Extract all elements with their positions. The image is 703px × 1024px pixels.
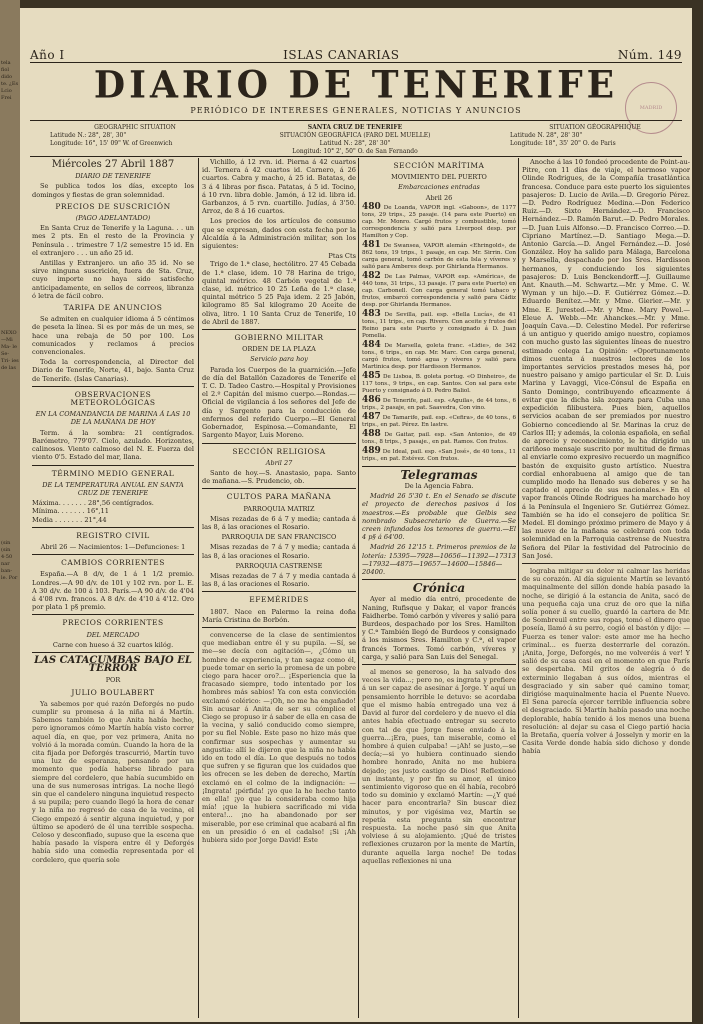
section-rule	[362, 466, 516, 467]
ship-entry: 489 De Ideal, pail. esp. «San José», de 40 tons., 11 trips., en pat. Estévez. Con frutos.	[362, 445, 516, 462]
issue-date: Miércoles 27 Abril 1887	[51, 159, 175, 170]
market-subheading: DEL MERCADO	[86, 630, 140, 639]
grain-header: Ptas Cts	[328, 252, 356, 261]
section-rule	[32, 386, 194, 387]
year-label: Año I	[30, 48, 65, 62]
region-label: ISLAS CANARIAS	[283, 48, 400, 62]
ads-text: Se admiten en cualquier idioma á 5 céntimos de peseta la línea. Si es por más de un mes, se hace una rebaja de 50 por 100. Los comunicados y reclamos á precios convencionales.	[32, 315, 194, 357]
section-rule	[202, 443, 356, 444]
meteo-text: Term. á la sombra: 21 centígrados. Barómetro, 779'07. Cielo, azulado. Horizontes, calinosos. Viento calmoso del N. E. Fuerza del viento 0'5. Estado del mar, llana.	[32, 428, 194, 462]
ship-entry: 482 De Las Palmas, VAPOR esp. «América», de 440 tons, 31 trips., 13 pasaje. (7 para este Puerto) en cap. Carbonell. Con carga general tomó tabaco y frutos, embarcó correspondencia y salió para Cádiz desp. por Ghirlanda Hermanos.	[362, 270, 516, 308]
situation-english-lat: Latitude N.: 28°, 28', 30"	[50, 132, 127, 139]
section-rule	[202, 591, 356, 592]
masthead: DIARIO DE TENERIFE	[93, 62, 619, 108]
situation-spanish-lat: Latitud N.: 28°, 28' 30"	[319, 140, 391, 147]
issue-number: Núm. 149	[617, 48, 682, 62]
parish-name: PARROQUIA DE SAN FRANCISCO	[221, 533, 337, 542]
civil-registry-heading: REGISTRO CIVIL	[76, 530, 150, 540]
feuilleton-text: al menos se generoso, la ha salvado dos veces la vida...; pero no, es ingrata y prefiere á un ser capaz de asesinar á Jorge. Y aquí un pensamiento horrible le detuvo: se acordaba que el mismo había entregado una vez á David al furor del cordelero y de nuevo el día antes había efectuado entregar su secreto con tal de que Jorge fuese enviado á la guerra...¡Era, pues, tan miserable, como el hombre á quien culpaba! —¡Ah! se justo,—se decía;—si yo hubiera continuado siendo hombre honrado, Anita no me hubiera dejado; ¡es justo castigo de Dios! Reflexionó un instante, y por fin su amor, el único sentimiento vigoroso que en él había, recobró todo su dominio y exclamó Martín: —¿Y qué hacer para encontrarla? Sin buscar diez minutos, y por vigésima vez, Martín se repetía esta pregunta sin encontrar respuesta. La noche pasó sin que Anita volviese á su alojamiento. ¡Qué de tristes reflexiones cruzaron por la mente de Martín, durante aquella larga noche! De todas aquellas reflexiones ni una	[362, 668, 516, 865]
ship-entry: 481 De Swansea, VAPOR alemán «Ehringold», de 862 tons, 19 trips., 1 pasaje, en cap. Mr. Sirrin. Con carga general, tomó carbón de esta Isla y víveres y salió para Amberes desp. por Ghirlanda Hermanos.	[362, 239, 516, 270]
binding-edge	[0, 0, 20, 1024]
section-rule	[202, 329, 356, 330]
ship-entry: 486 De Tenerife, pail. esp. «Aguila», de 44 tons., 6 trips., 2 pasaje, en pat. Saavedra, Con vino.	[362, 394, 516, 411]
military-heading: GOBIERNO MILITAR	[234, 333, 324, 343]
ship-entry: 484 De Marsella, goleta franc. «Lidie», de 342 tons., 6 trips., en cap. Mr. Marc. Con carga general, cargó frutos, tomó agua y víveres y salió para Martinica desp. por Hardisson Hermanos.	[362, 339, 516, 370]
religious-date: Abril 27	[265, 458, 293, 467]
parish-text: Misas rezadas de 6 á 7 y media; cantada á las 8, á las oraciones el Rosario.	[202, 514, 356, 531]
section-rule	[32, 465, 194, 466]
binding-text-fragment: NEXO —Mi Ma- le Se- Tri- ies de las	[1, 330, 19, 371]
section-rule	[32, 554, 194, 555]
feuilleton-text: Ya sabemos por qué razón Deforgés no pudo cumplir su promesa á la niña ni á Martín. Sabemos también lo que Anita había hecho, pero ignoramos cómo Martín había visto correr aquel día, en que, por vez primera, Anita no volvió á la morada común. Cuando la hora de la cita fijada por Deforgés trascurrió, Martín tuvo una luz de esperanza, pensando por un momento que podía haberse librado para siempre del cordelero, que había sucumbido en una de sus numerosas intrigas. La noche llegó sin que el candelero ninguna inquietud respecto á su pupila; pero cuando llegó la hora de cenar y la niña no regresó de casa de la vecina, el Ciego empezó á sentir alguna inquietud, y por último se apoderó de él una terrible sospecha. Celoso y desconfiado, supuso que la escena que había pasado la víspera entre él y Deforgés había sido una comedia representada por el cordelero, que quería sole	[32, 699, 194, 864]
telegrams-source: De la Agencia Fabra.	[404, 482, 474, 491]
market-heading: PRECIOS CORRIENTES	[62, 618, 164, 628]
column-3	[362, 158, 516, 1018]
admin-text: Toda la correspondencia, al Director del Diario de Tenerife, Norte, 41, bajo. Santa Cruz de Tenerife. (Islas Canarias).	[32, 358, 194, 383]
situation-french	[510, 124, 680, 148]
temperature-mean: Media . . . . . . . 21°,44	[32, 515, 107, 524]
exchange-heading: CAMBIOS CORRIENTES	[61, 558, 165, 568]
temperature-max: Máxima. . . . . . . 28°,56 centígrados.	[32, 499, 154, 508]
section-rule	[202, 488, 356, 489]
prices-heading: PRECIOS DE SUSCRICIÓN	[55, 201, 171, 211]
ship-list	[362, 201, 516, 463]
ship-entry: 485 De Lisboa, B. goleta portug. «O Dinheiro», de 117 tons., 9 trips., en cap. Santos. Con sal para este Puerto y consignado á D. Pedro Baliol.	[362, 370, 516, 394]
ship-entry: 483 De Sevilla, pail. esp. «Bella Lucía», de 41 tons., 11 trips., en cap. Rivero. Con aceite y frutos del Reino para este Puerto y consignado á D. Juan Pomella.	[362, 308, 516, 339]
masthead-subtitle: PERIÓDICO DE INTERESES GENERALES, NOTICIAS Y ANUNCIOS	[190, 106, 522, 115]
binding-text-fragment: (sin (sin 4·50 nar ban- le. Por	[1, 540, 18, 581]
ship-entry: 488 De Gaitar, pail. esp. «San Antonio», de 49 tons., 8 trips., 5 pasaje., en pat. Ramos. Con frutos.	[362, 428, 516, 445]
chronicle-text: Ayer al medio día entró, procedente de Naning, Rufisque y Dakar, el vapor francés Faidherbe. Tomó carbón y víveres y salió para Burdeos, despachado por los Sres. Hamilton y C.ª También llegó de Burdeos y consignado á los mismos Sres. Hamilton y C.ª, el vapor francés Tormes. Tomó carbón, víveres y carga, y salió para San Luis del Senegal.	[362, 595, 516, 661]
prices-text: En Santa Cruz de Tenerife y la Laguna. . . un mes 2 pts. En el resto de la Provincia y Península . . trimestre 7 1/2 semestre 15 id. En el extranjero . . . un año 25 id.	[32, 224, 194, 257]
meteo-heading: OBSERVACIONES METEOROLÓGICAS	[70, 389, 156, 408]
religious-heading: SECCIÓN RELIGIOSA	[232, 446, 326, 456]
situation-spanish-title: SANTA CRUZ DE TENERIFE	[307, 124, 403, 131]
meteo-subheading: EN LA COMANDANCIA DE MARINA Á LAS 10 DE LA MAÑANA DE HOY	[35, 410, 191, 427]
section-rule	[32, 614, 194, 615]
situation-english-lon: Longitude: 16°, 15' 09" W. of Greenwich	[50, 140, 173, 147]
situation-spanish-lon: Longitud: 10° 2', 50" O. de San Fernando	[292, 148, 418, 155]
columns	[30, 158, 690, 1018]
library-stamp: MADRID	[625, 82, 677, 134]
market-text: Carne con hueso á 32 cuartos kilóg.	[52, 640, 174, 649]
situation-spanish	[240, 124, 470, 156]
top-line	[30, 48, 682, 62]
section-rule	[362, 664, 516, 665]
situation-english-title: GEOGRAPHIC SITUATION	[94, 124, 176, 131]
feuilleton-title: LAS CATACUMBAS BAJO EL TERROR	[34, 654, 192, 675]
section-rule	[32, 652, 194, 653]
telegram-2: Madrid 26 12'15 t. Primeros premios de la lotería: 15395—7928—10656—11392—17313—17932—4875—19657—14600—15846—20400.	[362, 543, 516, 577]
ads-heading: TARIFA DE ANUNCIOS	[63, 303, 163, 313]
feuilleton-text: lograba mitigar su dolor ni calmar las heridas de su corazón. Al día siguiente Martín se levantó maquinalmente del sillón donde había pasado la noche, se dirigió á la estancia de Anita, sacó de una pequeña caja una cruz de oro que la niña solía poner á su cuello, guardó la cartera de Mr. de Sombreuil entre sus ropas, tomó el dinero que poseía, llamó á su perro, cogió el bastón y dijo: —Fuerza es tener valor: este amor me ha hecho criminal... es fuerza desterrarle del corazón. ¡Anita, Jorge, Deforgés, no me volveréis á ver! Y salió de su casa casi en el momento en que París se despertaba. Mil gritos de alegría ó de exterminio llegaban á sus oídos, mientras el desgraciado y sin saber qué camino tomar, dirigióse maquinalmente hacia el Puente Nuevo. El Sena parecía ejercer terrible influencia sobre el desgraciado. Si Martín había pasado una noche deplorable, había tenido á los menos una buena resolución: al dejar su casa el Ciego partió hacia la Bretaña, quería volver á Josselyn y morir en la Casita Verde donde había sido dichoso y donde había	[522, 566, 690, 756]
column-1	[32, 158, 194, 1018]
situation-french-lon: Longitude: 18°, 35' 20" O. de Paris	[510, 140, 616, 147]
ephemerides-heading: EFEMÉRIDES	[249, 595, 309, 605]
section-rule	[202, 627, 356, 628]
news-text: Anoche á las 10 fondeó procedente de Point-au-Pitre, con 11 días de viaje, el hermoso vapor Olinde Rodrigues, de la Compañía trasatlántica francesa. Conduce para este puerto los siguientes pasajeros: D. Lucio de Avila.—D. Gregorio Pérez.—D. Pedro Rodríguez Medina.—Don Federico Ruiz.—D. Sixto Hernández.—D. Francisco Hernández.—D. Ramón Barut.—D. Pedro Morales.—D. Juan Luis Alfonso.—D. Francisco Correo.—D. Cipriano Martínez.—D. Santiago Mega.—D. Antonio García.—D. Angel Fernández.—D. José González. Hoy ha salido para Málaga, Barcelona y Marsella, despachado por los Sres. Hardisson hermanos, y conduciendo los siguientes pasajeros: D. Luis Benckendorff.—J. Guillaume Ant. Knauth.—M. Schwartz.—Mr. y Mme. C. W. Wyman y un hijo.—D. F. Gutiérrez Gómez.—D. Eduardo Benítez.—Mr. y Mme. Gierier.—Mr. y Mme. E. Jurested.—Mr. y Mme. Mary Powel.—Eleue A. Webb.—Mr. Ahanckes.—Mr. y Mme. Joaquín Cava.—D. Celestino Medel. Por referirse á un antiguo y querido amigo nuestro, copiamos con mucho gusto las siguientes líneas de nuestro estimado colega La Opinión: «Oportunamente dimos cuenta á nuestros lectores de los importantes servicios prestados meses há, por nuestro paisano y amigo particular el Sr. D. Luis Marina y Lavaggi, Vice-Cónsul de España en Santo Domingo, contribuyendo eficazmente á evitar que la dicha isla zozpara para Cuba una expedición filibustera. Pues bien, aquellos servicios acaban de ser premiados por nuestro Gobierno concediendo al Sr. Marinas la cruz de Carlos III; y además, la colonia española, en señal de aprecio y reconocimiento, le ha dirigido un cariñoso mensaje suscrito por multitud de firmas al enviarle como expresivo recuerdo un magnífico bastón de exquisito gusto artístico. Nuestra cordial enhorabuena al amigo que de tan cumplido modo ha llenado sus deberes y se ha captado el aprecio de sus nacionales.» En el vapor francés Olinde Rodrigues ha marchado hoy á la Península el Ingeniero Sr. Gutiérrez Gómez. También se ha ido el consejero de política Sr. Medel. El domingo próximo primero de Mayo y á las nueve de la mañana se celebrará con toda solemnidad en la Parroquia castrense de Nuestra Señora del Pilar la festividad del Patrocinio de San José.	[522, 158, 690, 560]
feuilleton-text: convencerse de la clase de sentimientos que mediaban entre él y su pupila. —Sí, se me—se decía con agitación—, ¿Cómo un hombre de experiencia, y tan sagaz como él, puede tomar en serio la promesa de un pobre ciego para hacer oro?... ¡Esperiencia que la fracasado siempre, todo intentado por los hombres más sabios! Ya con esta convicción exclamó colérico: —¡Oh, no me ha engañado! Sin acusar á Anita de ser su cómplice el Ciego se propuso ir á saber de ella en casa de la vecina, y salió conducido como siempre, por su fiel Noble. Este paso no hizo más que confirmar sus sospechas y aumentar su angustia: allí le dijeron que la niña no había ido en todo el día. Lo que después no todos que sufren y se figuran que los cuidados que les ofrecen se les deben de derecho, Martín exclamó en el colmo de la indignación: —¡Ingrata! ¡pérfida! ¡yo que la he hecho tanto en ella! ¡yo que la consideraba como hija mía! ¡que la hubiera sacrificado mi vida entera!... ¡no ha abandonado por ser miserable, por ese criminal que acabará al fin en un presidio ó en el cadalso! ¡Si ¡Ah hubiera sido por Jorge David! Este	[202, 630, 356, 845]
grain-intro: Los precios de los artículos de consumo que se expresan, dados con esta fecha por la Alcaldía á la Administración militar, son los siguientes:	[202, 217, 356, 251]
maritime-subheading-2: Embarcaciones entradas	[398, 183, 480, 192]
feuilleton-by: POR	[105, 676, 121, 685]
military-text: Parada los Cuerpos de la guarnición.—Jefe de día del Batallón Cazadores de Tenerife el T. C. D. Tadeo Castro.—Hospital y Provisiones el 2.º Capitán del mismo cuerpo.—Rondas.—Oficial de vigilancia á los señores del Jefe de día y Sargento para la conducción de enfermos del referido Cuerpo.—El General Gobernador, Espinosa.—Comandante, El Sargento Mayor, Luis Moreno.	[202, 365, 356, 440]
columns-rule	[30, 156, 682, 157]
maritime-subheading: MOVIMIENTO DEL PUERTO	[391, 173, 487, 182]
feuilleton-author: JULIO BOULABERT	[71, 687, 155, 697]
situation-english	[50, 124, 220, 148]
maritime-heading: SECCIÓN MARÍTIMA	[393, 161, 485, 170]
civil-registry-text: Abril 26 — Nacimientos: 1—Defunciones: 1	[40, 542, 186, 551]
cults-heading: CULTOS PARA MAÑANA	[226, 492, 332, 502]
prices-note: Antillas y Extranjero. un año 35 id. No se sirve ninguna suscrición, fuera de Sta. Cruz, cuyo importe no haya sido satisfecho anticipadamente, en sellos de correos, libranza ó letra de fácil cobro.	[32, 259, 194, 300]
religious-text: Santo de hoy.—S. Anastasio, papa. Santo de mañana.—S. Prudencio, ob.	[202, 468, 356, 486]
paper-name: DIARIO DE TENERIFE	[75, 172, 151, 181]
telegram-1: Madrid 26 5'30 t. En el Senado se discute el proyecto de derechos pasivos á los maestros.—Es probable que Gelbis sea nombrado Subsecretario de Guerra.—Se creen infundados los temores de guerra.—El 4 p§ á 64'00.	[362, 492, 516, 542]
section-rule	[32, 527, 194, 528]
publication-note: Se publica todos los días, excepto los domingos y fiestas de gran solemnidad.	[32, 182, 194, 199]
temperature-heading: TÉRMINO MEDIO GENERAL	[51, 468, 175, 478]
chronicle-heading: Crónica	[412, 581, 466, 596]
column-2	[202, 158, 356, 1018]
ship-entry: 487 De Tamarife, pail. esp. «Cefira», de 40 tons., 6 trips., en pat. Pérez. En lastre.	[362, 411, 516, 428]
meat-prices: Vichillo, á 12 rvn. id. Pierna á 42 cuartos id. Ternera á 42 cuartos id. Carnero, á 26 cuartos. Cabra y macho, á 25 id. Batatas, de 3 á 4 libras por fisca. Patatas, á 5 id. Tocino, á 10 rvn. libra doble. Jamón, á 12 id. libra id. Garbanzos, á 5 rvn. cuartillo. Judías, á 3'50. Arroz, de 8 á 16 cuartos.	[202, 158, 356, 216]
temperature-min: Mínima. . . . . . . 16°,11	[32, 507, 109, 516]
newspaper-page	[20, 8, 692, 1022]
grain-prices: Trigo de 1.ª clase, hectólitro. 27 45 Cebada de 1.ª clase, idem. 10 78 Harina de trigo, quintal métrico. 48 Carbón vegetal de 1.ª clase, id. métrico 10 25 Leña de 1.ª clase, quintal métrico 5 25 Paja idem. 2 25 Jabón, kilogramo 85 Sal kilogramo 20 Aceite de oliva, litro. 1 10 Santa Cruz de Tenerife, 10 de Abril de 1887.	[202, 260, 356, 326]
prices-subheading: (PAGO ADELANTADO)	[75, 214, 151, 223]
column-4	[522, 158, 690, 1018]
ephemerides-text: 1807. Nace en Palermo la reina doña María Cristina de Borbón.	[202, 607, 356, 624]
military-subheading-2: Servicio para hoy	[250, 355, 308, 364]
situation-french-lat: Latitude N. 28°, 28' 30"	[510, 132, 583, 139]
military-subheading: ORDEN DE LA PLAZA	[242, 345, 316, 354]
section-rule	[522, 563, 690, 564]
situation-french-title: SITUATION GÉOGRAPHIQUE	[549, 124, 641, 131]
exchange-text: España.—A 8 d/v, de 1 á 1 1/2 premio. Londres.—A 90 d/v. de 101 y 102 rvn. por L. E. A 30 d/v. de 100 á 103. París.—A 90 d/v. de 4'04 á 4'08 rvn. francos. A 8 d/v. de 4'10 á 4'12. Oro por plata 1 p§ premio.	[32, 570, 194, 612]
parish-text: Misas rezadas de 7 á 7 y media cantada á las 8, á las oraciones el Rosario.	[202, 571, 356, 589]
ship-entry: 480 De Loanda, VAPOR ingl. «Gaboon», de 1177 tons, 29 trips., 25 pasaje. (14 para este Puerto) en cap. Mr. Monro. Cargó frutos y combustible, tomó correspondencia y salió para Liverpool desp. por Hamilton y Cop.	[362, 201, 516, 239]
situation-spanish-sub: SITUACIÓN GEOGRÁFICA (FARO DEL MUELLE)	[279, 132, 431, 139]
binding-text-fragment: tela fiol dido te. ¿Es Lcio Frei	[1, 60, 19, 101]
maritime-date: Abril 26	[425, 193, 453, 202]
header-rule-bottom	[30, 120, 682, 121]
parish-name: PARROQUIA MATRIZ	[243, 504, 315, 513]
parish-name: PARROQUIA CASTRENSE	[235, 561, 323, 570]
temperature-subheading: DE LA TEMPERATURA ANUAL EN SANTA CRUZ DE TENERIFE	[42, 480, 184, 497]
parish-text: Misas rezadas de 7 á 7 y media; cantada á las 8, á las oraciones el Rosario.	[202, 543, 356, 560]
telegrams-heading: Telegramas	[400, 467, 478, 482]
section-rule	[362, 579, 516, 580]
